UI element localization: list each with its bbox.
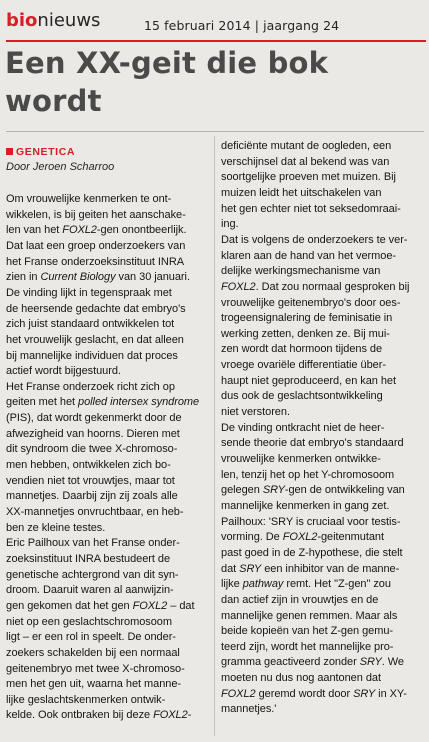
body-text-line: trogeensignalering de feminisatie in bbox=[221, 312, 393, 325]
body-text-line: mannetjes.' bbox=[221, 703, 277, 716]
body-text-line: lijke geslachtskenmerken ontwik- bbox=[6, 693, 166, 706]
body-text-line: Om vrouwelijke kenmerken te ont- bbox=[6, 193, 172, 205]
article-headline: Een XX-geit die bok wordt bbox=[5, 46, 329, 118]
body-text-line: niet verstoren. bbox=[221, 406, 290, 419]
brand-bio: bio bbox=[6, 10, 38, 31]
body-text-line: vendien niet tot vrouwtjes, maar tot bbox=[6, 474, 175, 487]
body-text-line: niet op een geslachtschromosoom bbox=[6, 615, 172, 628]
masthead bbox=[6, 9, 426, 33]
body-text-line: ben ze kleine testes. bbox=[6, 521, 106, 534]
body-text-line: muizen leidt het uitschakelen van bbox=[221, 186, 382, 199]
section-label bbox=[6, 146, 75, 158]
body-text-line: FOXL2 geremd wordt door SRY in XY- bbox=[221, 687, 407, 700]
body-text-line: delijke werkingsmechanisme van bbox=[221, 265, 381, 278]
byline: Door Jeroen Scharroo bbox=[6, 161, 115, 173]
body-text-line: (PIS), dat wordt gekenmerkt door de bbox=[6, 412, 182, 425]
body-text-line: deficiënte mutant de oogleden, een bbox=[221, 140, 392, 152]
body-text-line: gelegen SRY-gen de ontwikkeling van bbox=[221, 484, 405, 497]
headline-rule bbox=[6, 131, 424, 132]
body-text-line: zien in Current Biology van 30 januari. bbox=[6, 271, 190, 284]
body-text-line: De vinding ontkracht niet de heer- bbox=[221, 421, 385, 434]
body-text-line: vroege ovariële differentiatie über- bbox=[221, 359, 386, 372]
body-text-line: mannelijke kenmerken in gang zet. bbox=[221, 499, 390, 512]
body-text-line: verschijnsel dat al bekend was van bbox=[221, 155, 390, 168]
body-text-line: Dat is volgens de onderzoekers te ver- bbox=[221, 233, 408, 246]
body-text-line: len van het FOXL2-gen onontbeerlijk. bbox=[6, 224, 187, 237]
body-text-line: geiten met het polled intersex syndrome bbox=[6, 396, 200, 409]
body-text-line: Pailhoux: 'SRY is cruciaal voor testis- bbox=[221, 515, 401, 528]
body-text-line: dat SRY een inhibitor van de manne- bbox=[221, 562, 400, 575]
section-square-icon bbox=[6, 148, 13, 155]
body-text-line: FOXL2. Dat zou normaal gesproken bij bbox=[221, 280, 410, 293]
body-text-line: zich juist standaard ontwikkelen tot bbox=[6, 318, 175, 331]
body-text-line: beide kopieën van het Z-gen gemu- bbox=[221, 625, 394, 638]
body-text-line: genetische achtergrond van dit syn- bbox=[6, 568, 179, 581]
body-text-line: het vrouwelijk geslacht, en dat alleen bbox=[6, 333, 184, 346]
body-text-line: Eric Pailhoux van het Franse onder- bbox=[6, 537, 180, 550]
body-text-line: haupt niet geproduceerd, en kan het bbox=[221, 374, 396, 387]
body-text-line: dit syndroom die twee X-chromoso- bbox=[6, 443, 178, 456]
body-text-line: ligt – er een rol in speelt. De onder- bbox=[6, 631, 176, 644]
body-text-line: afwezigheid van hoorns. Dieren met bbox=[6, 427, 180, 440]
body-text-line: actief wordt bijgestuurd. bbox=[6, 365, 121, 378]
brand-nieuws: nieuws bbox=[37, 10, 101, 31]
body-text-line: klaren aan de hand van het vermoe- bbox=[221, 249, 397, 262]
body-text-line: vorming. De FOXL2-geitenmutant bbox=[221, 531, 384, 544]
body-text-line: teerd zijn, wordt het mannelijke pro- bbox=[221, 640, 394, 653]
body-text-line: mannetjes. Daarbij zijn zij zoals alle bbox=[6, 490, 178, 503]
body-text-line: bij mannelijke individuen dat proces bbox=[6, 349, 178, 362]
body-text-line: past goed in de Z-hypothese, die stelt bbox=[221, 546, 403, 559]
body-text-line: het gen echter niet tot seksedomraai- bbox=[221, 202, 401, 215]
body-text-line: zoeksinstituut INRA bestudeert de bbox=[6, 552, 171, 565]
issue-date: 15 februari 2014 | jaargang 24 bbox=[144, 18, 340, 33]
body-text-line: vrouwelijke kenmerken ontwikke- bbox=[221, 453, 381, 465]
body-text-line: men het gen uit, waarna het manne- bbox=[6, 678, 182, 691]
body-text-line: de heersende gedachte dat embryo's bbox=[6, 302, 186, 315]
body-text-line: het Franse onderzoeksinstituut INRA bbox=[6, 255, 185, 268]
body-text-line: ing. bbox=[221, 218, 239, 231]
body-text-line: geitenembryo met twee X-chromoso- bbox=[6, 662, 185, 675]
body-text-line: zen wordt dat hormoon tijdens de bbox=[221, 343, 383, 356]
body-text-line: sende theorie dat embryo's standaard bbox=[221, 437, 404, 450]
body-text-line: gramma geactiveerd zonder SRY. We bbox=[221, 656, 404, 669]
body-text-line: mannelijke genen remmen. Maar als bbox=[221, 609, 398, 622]
brand-logo bbox=[6, 11, 100, 31]
body-text-line: vrouwelijke geitenembryo's door oes- bbox=[221, 296, 401, 309]
body-text-line: wikkelen, is bij geiten het aanschake- bbox=[6, 208, 186, 221]
body-text-line: soortgelijke proeven met muizen. Bij bbox=[221, 171, 396, 184]
body-text-line: droom. Daaruit waren al aanwijzin- bbox=[6, 584, 174, 597]
body-text-line: zoekers schakelden bij een normaal bbox=[6, 646, 180, 659]
body-text-line: Dat laat een groep onderzoekers van bbox=[6, 239, 186, 252]
column-divider bbox=[214, 136, 215, 736]
body-text-line: XX-mannetjes onvruchtbaar, en heb- bbox=[6, 506, 184, 518]
body-text-line: lijke pathway remt. Het "Z-gen" zou bbox=[221, 578, 391, 591]
body-text-line: gen gekomen dat het gen FOXL2 – dat bbox=[6, 599, 195, 612]
body-text-line: moeten nu dus nog aantonen dat bbox=[221, 672, 381, 685]
body-text-line: kelde. Ook ontbraken bij deze FOXL2- bbox=[6, 709, 192, 722]
section-label-text: GENETICA bbox=[16, 146, 76, 158]
body-text-line: De vinding lijkt in tegenspraak met bbox=[6, 286, 172, 299]
body-text-line: werking zetten, denken ze. Bij mui- bbox=[221, 327, 390, 340]
body-text-line: len, tenzij het op het Y-chromosoom bbox=[221, 468, 395, 481]
masthead-rule bbox=[6, 40, 426, 42]
body-text-line: men hebben, ontwikkelen zich bo- bbox=[6, 459, 171, 472]
body-text-line: Het Franse onderzoek richt zich op bbox=[6, 380, 175, 393]
body-text-line: dus ook de geslachtsontwikkeling bbox=[221, 390, 383, 403]
body-text-line: dan actief zijn in vrouwtjes en de bbox=[221, 593, 379, 606]
